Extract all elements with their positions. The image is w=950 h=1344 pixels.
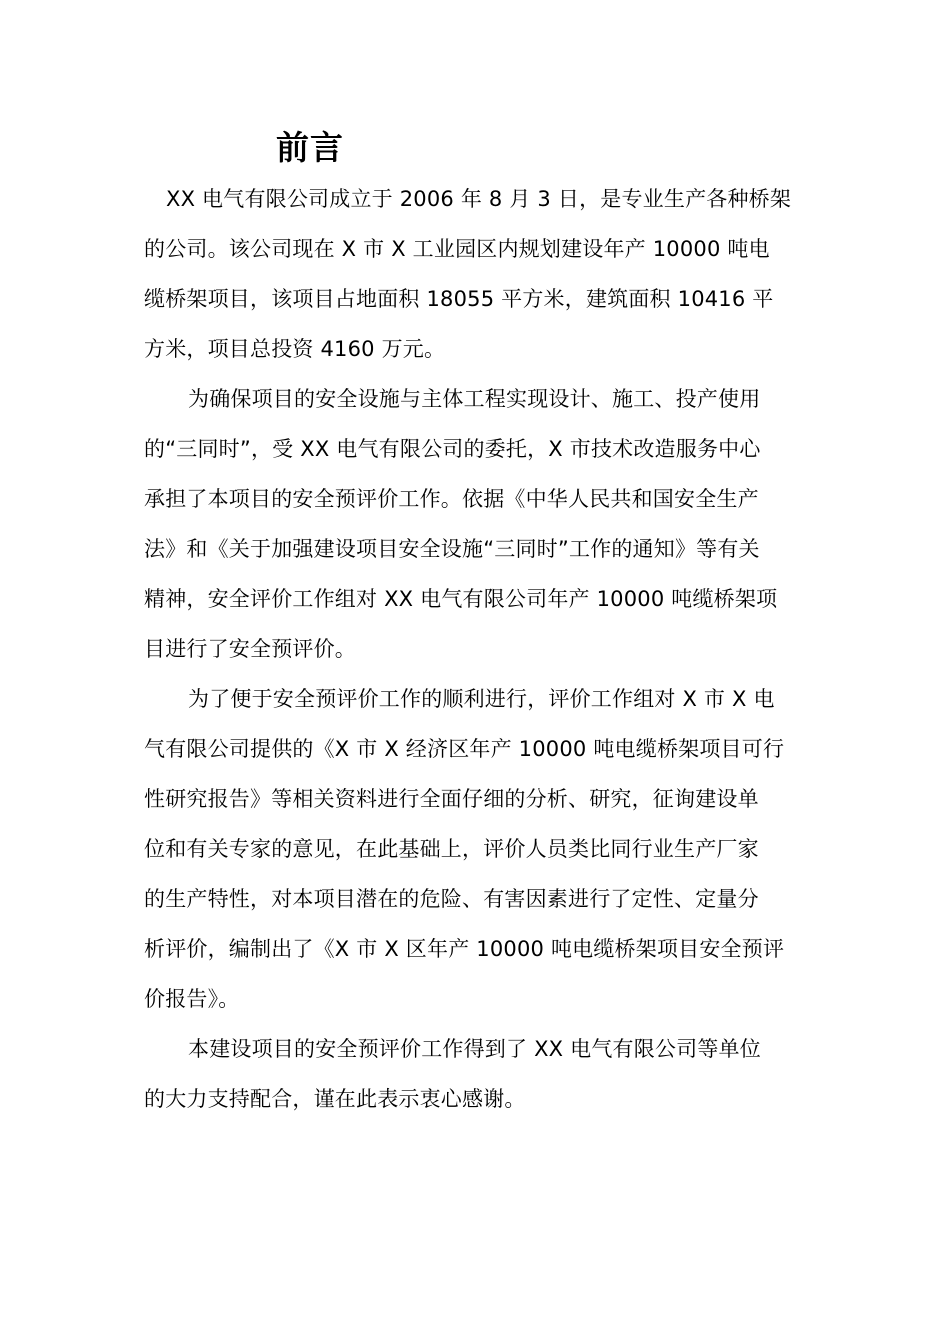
paragraph-line: 本建设项目的安全预评价工作得到了 XX 电气有限公司等单位 — [188, 1037, 761, 1061]
paragraph-line: 法》和《关于加强建设项目安全设施“三同时”工作的通知》等有关 — [144, 537, 760, 561]
paragraph-line: XX 电气有限公司成立于 2006 年 8 月 3 日，是专业生产各种桥架 — [166, 187, 792, 211]
paragraph-line: 的大力支持配合，谨在此表示衷心感谢。 — [144, 1087, 526, 1111]
paragraph-line: 析评价，编制出了《X 市 X 区年产 10000 吨电缆桥架项目安全预评 — [144, 937, 785, 961]
paragraph-line: 的“三同时”，受 XX 电气有限公司的委托，X 市技术改造服务中心 — [144, 437, 761, 461]
document-body — [144, 174, 812, 1124]
paragraph-line: 的公司。该公司现在 X 市 X 工业园区内规划建设年产 10000 吨电 — [144, 237, 770, 261]
paragraph-line: 目进行了安全预评价。 — [144, 637, 356, 661]
paragraph-line: 承担了本项目的安全预评价工作。依据《中华人民共和国安全生产 — [144, 487, 759, 511]
paragraph-line: 性研究报告》等相关资料进行全面仔细的分析、研究，征询建设单 — [144, 787, 759, 811]
paragraph-line: 的生产特性，对本项目潜在的危险、有害因素进行了定性、定量分 — [144, 887, 759, 911]
page-title: 前言 — [276, 128, 344, 167]
paragraph-line: 为确保项目的安全设施与主体工程实现设计、施工、投产使用 — [188, 387, 761, 411]
paragraph-line: 气有限公司提供的《X 市 X 经济区年产 10000 吨电缆桥架项目可行 — [144, 737, 785, 761]
paragraph-line: 为了便于安全预评价工作的顺利进行，评价工作组对 X 市 X 电 — [188, 687, 775, 711]
paragraph-line: 价报告》。 — [144, 987, 240, 1011]
paragraph-line: 位和有关专家的意见，在此基础上，评价人员类比同行业生产厂家 — [144, 837, 759, 861]
paragraph-line: 精神，安全评价工作组对 XX 电气有限公司年产 10000 吨缆桥架项 — [144, 587, 778, 611]
paragraph-line: 方米，项目总投资 4160 万元。 — [144, 337, 446, 361]
paragraph-line: 缆桥架项目，该项目占地面积 18055 平方米，建筑面积 10416 平 — [144, 287, 774, 311]
